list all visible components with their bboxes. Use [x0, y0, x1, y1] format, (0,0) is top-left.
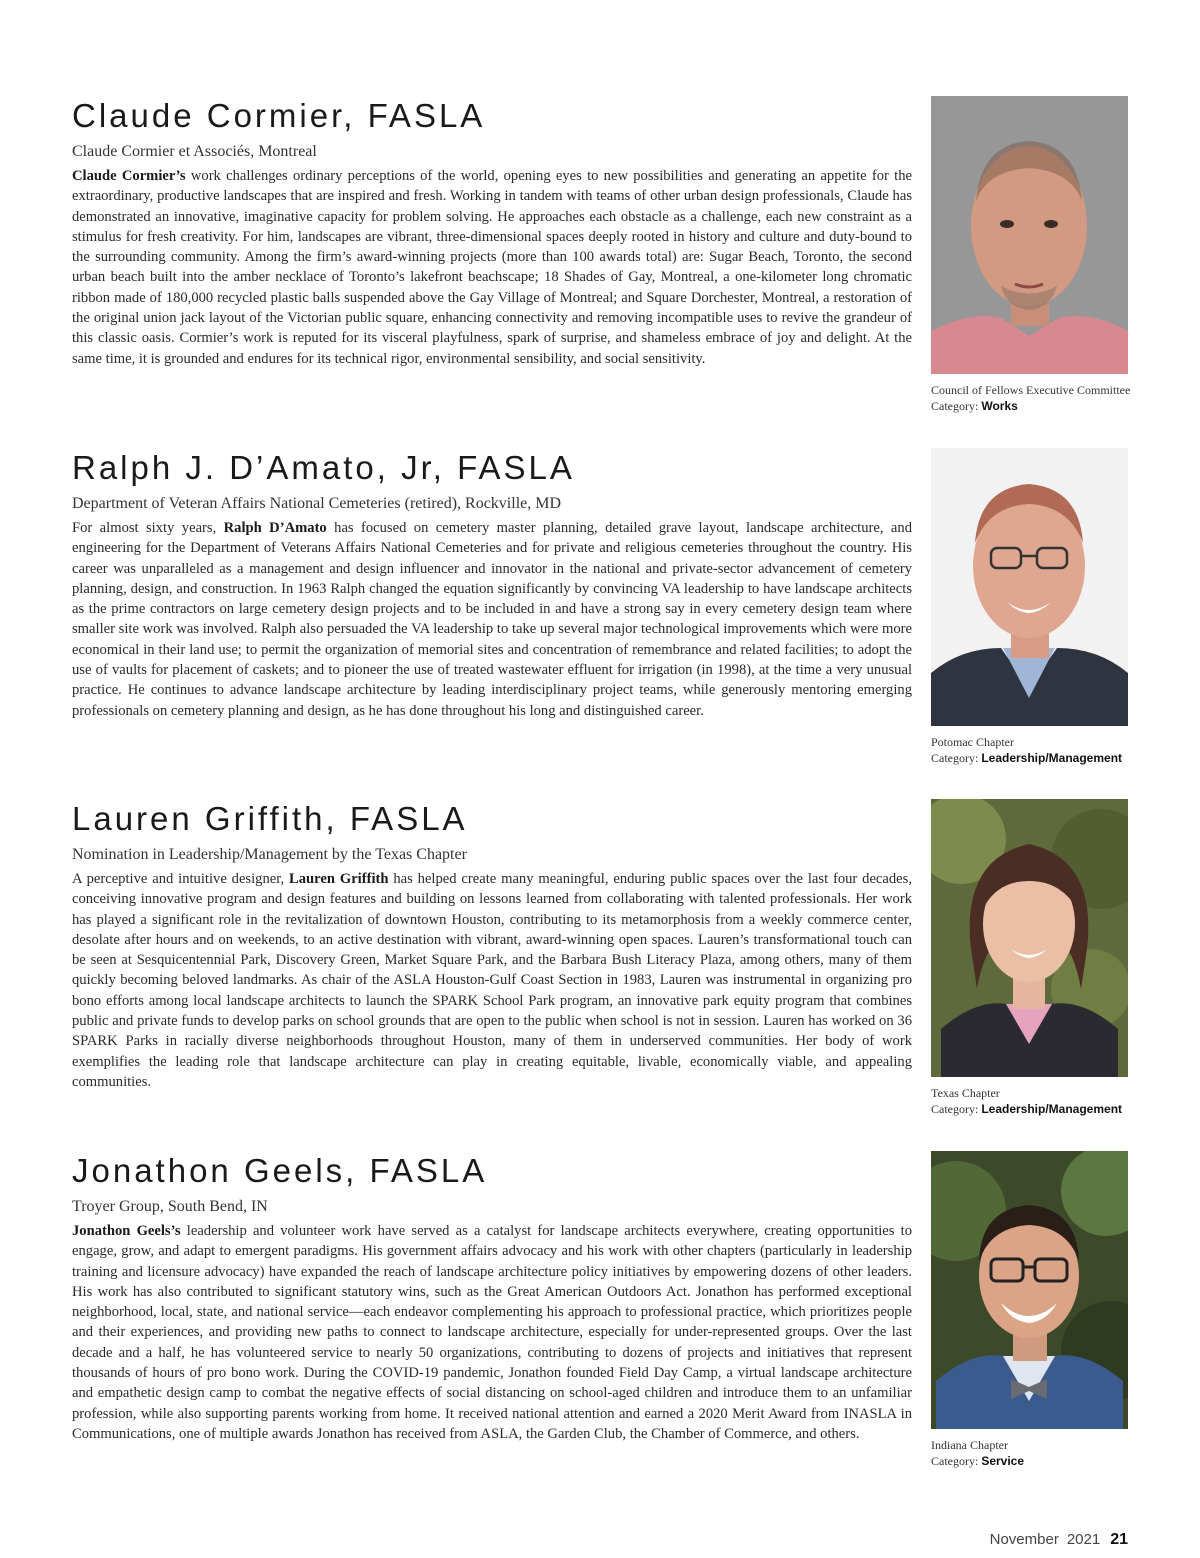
chapter-name: Council of Fellows Executive Committee	[931, 383, 1131, 397]
chapter-name: Indiana Chapter	[931, 1438, 1008, 1452]
entry-photo-column	[931, 799, 1128, 1117]
category-label: Category:	[931, 1102, 979, 1116]
fellow-affiliation: Department of Veteran Affairs National Cemeteries (retired), Rockville, MD	[72, 495, 562, 512]
photo-caption	[931, 734, 1128, 766]
category-line	[931, 1101, 1128, 1117]
portrait-photo	[931, 799, 1128, 1077]
fellow-bio	[72, 869, 912, 1092]
category-label: Category:	[931, 399, 979, 413]
fellow-name: Lauren Griffith, FASLA	[72, 800, 468, 837]
fellow-name: Claude Cormier, FASLA	[72, 97, 486, 134]
entry-text	[72, 799, 912, 1092]
fellow-bio	[72, 166, 912, 369]
photo-caption	[931, 1085, 1128, 1117]
fellow-name: Ralph J. D’Amato, Jr, FASLA	[72, 449, 575, 486]
category-line	[931, 1453, 1128, 1469]
fellow-affiliation: Troyer Group, South Bend, IN	[72, 1198, 268, 1215]
category-line	[931, 398, 1128, 414]
issue-month: November	[989, 1531, 1059, 1548]
bio-bold-name: Lauren Griffith	[289, 871, 389, 887]
portrait-photo	[931, 1151, 1128, 1429]
fellow-affiliation: Nomination in Leadership/Management by the Texas Chapter	[72, 846, 467, 863]
bio-body: work challenges ordinary perceptions of the world, opening eyes to new possibilities and generating an appetite for the extraordinary, productive landscapes that are inspired and fresh. Working in tandem with teams of other urban design professionals, Claude has demonstrated an innovative, imaginative capacity for problem solving. He approaches each obstacle as a challenge, each new constraint as a stimulus for fresh creativity. For him, landscapes are vibrant, three-dimensional spaces deeply rooted in history and culture and duty-bound to the surrounding community. Among the firm’s award-winning projects (more than 100 awards total) are: Sugar Beach, Toronto, the second urban beach built into the amber necklace of Toronto’s lakefront beachscape; 18 Shades of Gay, Montreal, a one-kilometer long chromatic ribbon made of 180,000 recycled plastic balls suspended above the Gay Village of Montreal; and Square Dorchester, Montreal, a restoration of the original union jack layout of the Victorian public square, enhancing connectivity and removing incompatible uses to revive the grandeur of this classic oasis. Cormier’s work is reputed for its visceral playfulness, spark of surprise, and shameless embrace of joy and delight. At the same time, it is grounded and endures for its technical rigor, environmental sensibility, and social sensitivity.	[72, 168, 912, 367]
bio-body: has focused on cemetery master planning, detailed grave layout, landscape architecture, and engineering for the Department of Veterans Affairs National Cemeteries and for private and religious cemeteries throughout the country. His career was unparalleled as a management and design influencer and innovator in the national and private-sector advancement of cemetery planning, design, and construction. In 1963 Ralph changed the equation significantly by convincing VA leadership to have landscape architects as the prime contractors on large cemetery design projects and to be included in and have a strong say in every cemetery design team where smaller site work was involved. Ralph also persuaded the VA leadership to take up several major technological improvements which were more economical in their land use; to permit the organization of memorial sites and concentration of remembrance and related facilities; to adopt the use of vaults for placement of caskets; and to pioneer the use of treated wastewater effluent for irrigation (in 1998), at the time a very unusual practice. He continues to advance landscape architecture by leading interdisciplinary project teams, while generously mentoring emerging professionals on cemetery planning and design, as he has done throughout his long and distinguished career.	[72, 520, 912, 719]
entry-text	[72, 448, 912, 721]
issue-year: 2021	[1066, 1531, 1101, 1548]
bio-intro: A perceptive and intuitive designer,	[72, 871, 290, 887]
entry-text	[72, 96, 912, 369]
photo-caption	[931, 1437, 1128, 1469]
fellow-name: Jonathon Geels, FASLA	[72, 1152, 488, 1189]
photo-caption	[931, 382, 1131, 414]
category-label: Category:	[931, 751, 979, 765]
category-label: Category:	[931, 1454, 979, 1468]
category-value: Service	[981, 1454, 1025, 1468]
bio-bold-name: Claude Cormier’s	[72, 168, 186, 184]
fellow-affiliation: Claude Cormier et Associés, Montreal	[72, 143, 317, 160]
bio-body: leadership and volunteer work have served as a catalyst for landscape architects everywhere, creating opportunities to engage, grow, and adapt to emergent paradigms. His government affairs advocacy and his work with other chapters (particularly in leadership training and licensure advocacy) have expanded the reach of landscape architecture policy initiatives by empowering dozens of other leaders. His work has also contributed to significant statutory wins, such as the Great American Outdoors Act. Jonathon has performed exceptional neighborhood, local, state, and national service—each endeavor complementing his approach to professional practice, which prioritizes people and their experiences, and providing new paths to connect to landscape architecture, especially for under-represented groups. Over the last decade and a half, he has volunteered service to nearly 50 organizations, contributing to dozens of projects and initiatives that represent thousands of hours of pro bono work. During the COVID-19 pandemic, Jonathon founded Field Day Camp, a virtual landscape architecture and empathetic design camp to combat the negative effects of social distancing on school-aged children and introduce them to an unfamiliar profession, while also supporting parents working from home. It received national attention and earned a 2020 Merit Award from INASLA in Communications, one of multiple awards Jonathon has received from ASLA, the Garden Club, the Chamber of Commerce, and others.	[72, 1223, 912, 1442]
fellow-bio	[72, 518, 912, 721]
chapter-name: Potomac Chapter	[931, 735, 1014, 749]
portrait-photo	[931, 96, 1128, 374]
entry-photo-column	[931, 96, 1131, 414]
page-footer	[990, 1531, 1128, 1549]
page-number: 21	[1110, 1531, 1128, 1548]
portrait-photo	[931, 448, 1128, 726]
bio-bold-name: Jonathon Geels’s	[72, 1223, 181, 1239]
bio-intro: For almost sixty years,	[72, 520, 224, 536]
bio-body: has helped create many meaningful, enduring public spaces over the last four decades, conceiving innovative program and design features and building on lessons learned from collaborating with talented professionals. Her work has played a significant role in the revitalization of downtown Houston, contributing to its metamorphosis from a weekly commerce center, desolate after hours and on weekends, to an active destination with vibrant, award-winning open spaces. Lauren’s transformational touch can be seen at Sesquicentennial Park, Discovery Green, Market Square Park, and the Barbara Bush Literacy Plaza, among others, many of them quickly becoming beloved landmarks. As chair of the ASLA Houston-Gulf Coast Section in 1983, Lauren was instrumental in organizing pro bono efforts among local landscape architects to launch the SPARK School Park program, an innovative park equity program that combines public and private funds to develop parks on school grounds that are open to the public when school is not in session. Lauren has worked on 36 SPARK Parks in racially diverse neighborhoods throughout Houston, many of them in underserved communities. Her body of work exemplifies the leading role that landscape architecture can play in creating equitable, livable, economically viable, and appealing communities.	[72, 871, 912, 1090]
category-value: Leadership/Management	[981, 1102, 1123, 1116]
entry-photo-column	[931, 1151, 1128, 1469]
category-value: Works	[981, 399, 1018, 413]
bio-bold-name: Ralph D’Amato	[223, 520, 327, 536]
category-line	[931, 750, 1128, 766]
fellow-bio	[72, 1221, 912, 1444]
entry-text	[72, 1151, 912, 1444]
category-value: Leadership/Management	[981, 751, 1123, 765]
chapter-name: Texas Chapter	[931, 1086, 1000, 1100]
entry-photo-column	[931, 448, 1128, 766]
